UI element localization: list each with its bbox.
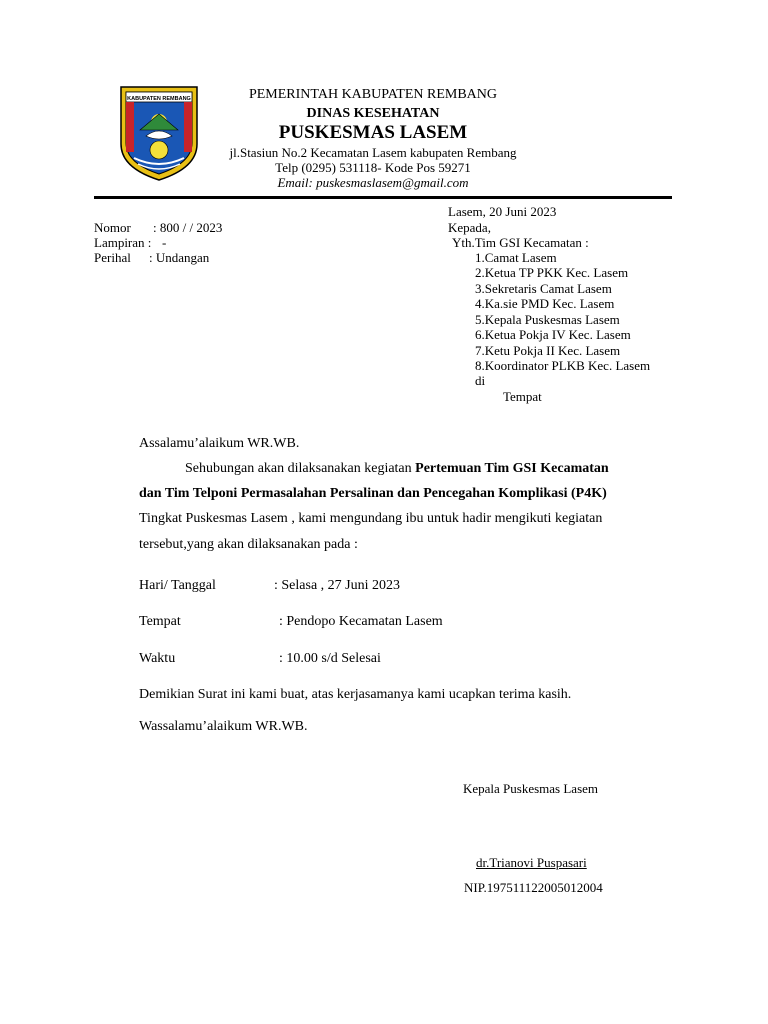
lampiran-value: - (162, 235, 167, 250)
paragraph-line-1 (185, 461, 609, 477)
header-department: DINAS KESEHATAN (306, 106, 440, 121)
header-phone: Telp (0295) 531118- Kode Pos 59271 (275, 160, 471, 175)
recipient-item: 5.Kepala Puskesmas Lasem (475, 312, 620, 327)
closing-sentence: Demikian Surat ini kami buat, atas kerjasamanya kami ucapkan terima kasih. (139, 687, 572, 702)
tempat-value: : Pendopo Kecamatan Lasem (279, 614, 443, 629)
perihal-label: Perihal (94, 250, 131, 265)
perihal-value: : Undangan (149, 250, 210, 265)
lampiran-label: Lampiran : (94, 235, 152, 250)
recipient-item: 7.Ketu Pokja II Kec. Lasem (475, 343, 621, 358)
emblem-banner-text: KABUPATEN REMBANG (127, 96, 191, 102)
recipient-item: 8.Koordinator PLKB Kec. Lasem (475, 358, 651, 373)
paragraph-line-3: Tingkat Puskesmas Lasem , kami mengundang ibu untuk hadir mengikuti kegiatan (139, 511, 603, 526)
recipient-kepada: Kepada, (448, 220, 491, 235)
recipient-tempat: Tempat (503, 389, 542, 404)
paragraph-line-4: tersebut,yang akan dilaksanakan pada : (139, 537, 358, 552)
letterhead-divider (94, 196, 672, 199)
recipient-di: di (475, 373, 486, 388)
nomor-label: Nomor (94, 220, 131, 235)
recipient-item: 1.Camat Lasem (475, 250, 557, 265)
place-date: Lasem, 20 Juni 2023 (448, 204, 557, 219)
event-title-part-2: dan Tim Telponi Permasalahan Persalinan dan Pencegahan Komplikasi (P4K) (139, 486, 607, 501)
signatory-name: dr.Trianovi Puspasari (476, 855, 587, 870)
header-address: jl.Stasiun No.2 Kecamatan Lasem kabupaten Rembang (229, 145, 517, 160)
event-title-part-1: Pertemuan Tim GSI Kecamatan (415, 461, 609, 476)
recipient-item: 3.Sekretaris Camat Lasem (475, 281, 612, 296)
farewell: Wassalamu’alaikum WR.WB. (139, 719, 308, 734)
nomor-value: : 800 / / 2023 (153, 220, 223, 235)
header-email: Email: puskesmaslasem@gmail.com (277, 175, 469, 190)
recipient-item: 4.Ka.sie PMD Kec. Lasem (475, 296, 615, 311)
signatory-nip: NIP.197511122005012004 (464, 880, 603, 895)
waktu-label: Waktu (139, 651, 176, 666)
kabupaten-rembang-emblem (118, 84, 200, 182)
greeting: Assalamu’alaikum WR.WB. (139, 436, 300, 451)
paragraph-intro: Sehubungan akan dilaksanakan kegiatan (185, 461, 416, 476)
header-institution: PUSKESMAS LASEM (278, 122, 468, 143)
recipient-item: 2.Ketua TP PKK Kec. Lasem (475, 265, 629, 280)
waktu-value: : 10.00 s/d Selesai (279, 651, 381, 666)
header-government: PEMERINTAH KABUPATEN REMBANG (248, 87, 498, 102)
recipient-item: 6.Ketua Pokja IV Kec. Lasem (475, 327, 631, 342)
hari-value: : Selasa , 27 Juni 2023 (274, 578, 400, 593)
signatory-title: Kepala Puskesmas Lasem (463, 781, 599, 796)
tempat-label: Tempat (139, 614, 181, 629)
hari-label: Hari/ Tanggal (139, 578, 216, 593)
recipient-yth: Yth.Tim GSI Kecamatan : (452, 235, 589, 250)
